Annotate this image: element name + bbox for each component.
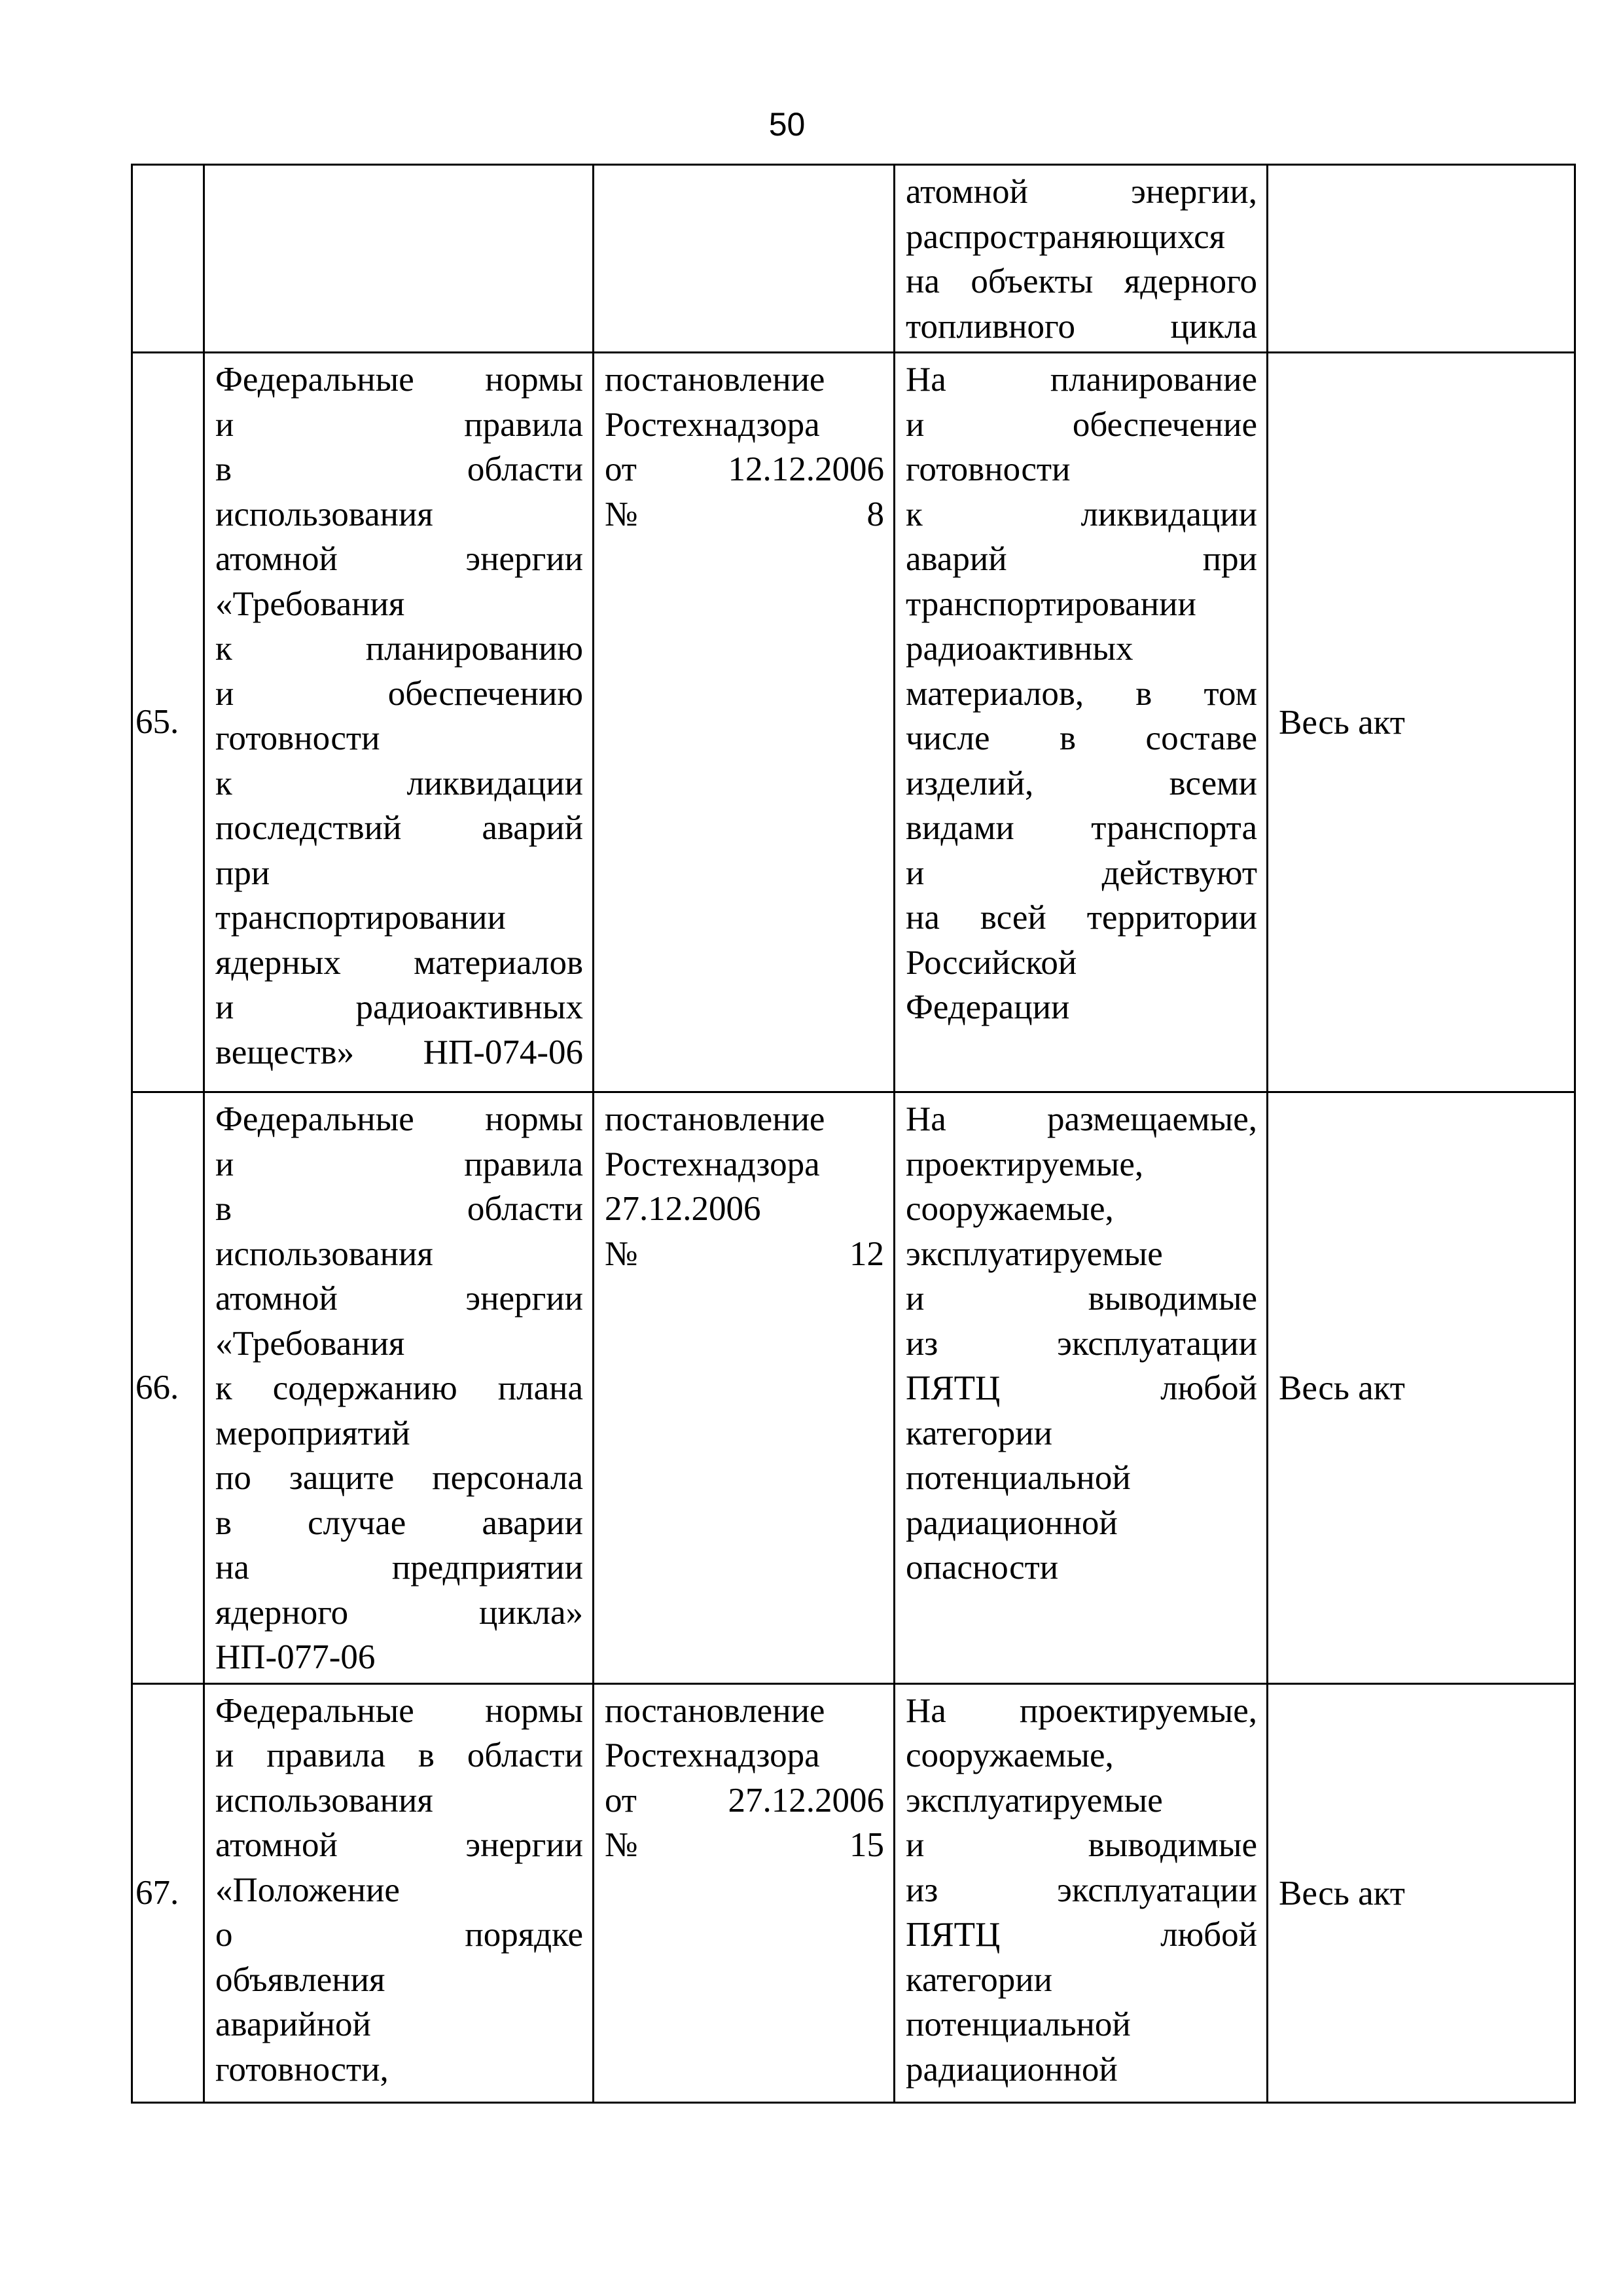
- applicability-line: Федерации: [906, 988, 1070, 1026]
- applicability-line: категории: [906, 1960, 1052, 1999]
- applicability-line: и выводимые: [906, 1280, 1257, 1318]
- title-line: готовности: [215, 719, 380, 757]
- scope-value: Весь акт: [1279, 1369, 1405, 1407]
- applicability-line: потенциальной: [906, 2005, 1131, 2043]
- applicability-line: Российской: [906, 943, 1077, 982]
- title-line: и правила в области: [215, 1736, 583, 1774]
- applicability-cell: [895, 1092, 1268, 1684]
- title-cell: [204, 1092, 594, 1684]
- scope-cell: [1268, 353, 1575, 1092]
- applicability-line: топливного цикла: [906, 307, 1257, 346]
- row-number: 67.: [132, 1683, 204, 2102]
- applicability-line: сооружаемые,: [906, 1736, 1114, 1774]
- row-number: 66.: [132, 1092, 204, 1684]
- act-cell: [594, 165, 895, 353]
- legal-acts-table: [131, 164, 1576, 2104]
- title-line: объявления: [215, 1960, 385, 1999]
- applicability-line: распространяющихся: [906, 217, 1225, 256]
- applicability-line: и выводимые: [906, 1826, 1257, 1864]
- applicability-line: на всей территории: [906, 899, 1257, 937]
- applicability-line: На проектируемые,: [906, 1691, 1257, 1730]
- table-row-65: [132, 353, 1575, 1092]
- act-line: постановление: [605, 1691, 825, 1730]
- title-line: в случае аварии: [215, 1503, 583, 1542]
- title-line: использования: [215, 1234, 433, 1273]
- title-line: аварийной: [215, 2005, 371, 2043]
- applicability-line: и действуют: [906, 853, 1257, 892]
- title-line: атомной энергии: [215, 1280, 583, 1318]
- title-line: «Требования: [215, 1324, 405, 1363]
- title-line: ядерного цикла»: [215, 1593, 583, 1632]
- scope-value: Весь акт: [1279, 704, 1405, 742]
- title-cell: [204, 1683, 594, 2102]
- act-line: Ростехнадзора: [605, 405, 820, 444]
- applicability-line: из эксплуатации: [906, 1871, 1257, 1909]
- act-line: Ростехнадзора: [605, 1736, 820, 1774]
- title-line: Федеральные нормы: [215, 1691, 583, 1730]
- title-line: на предприятии: [215, 1549, 583, 1587]
- applicability-line: транспортировании: [906, 584, 1196, 623]
- title-line: и обеспечению: [215, 674, 583, 713]
- applicability-cell: [895, 165, 1268, 353]
- title-line: и радиоактивных: [215, 988, 583, 1026]
- applicability-line: радиационной: [906, 2050, 1118, 2089]
- applicability-line: ПЯТЦ любой: [906, 1916, 1257, 1954]
- title-line: транспортировании: [215, 899, 506, 937]
- applicability-line: эксплуатируемые: [906, 1781, 1163, 1820]
- applicability-line: числе в составе: [906, 719, 1257, 757]
- title-line: «Положение: [215, 1871, 400, 1909]
- applicability-line: потенциальной: [906, 1459, 1131, 1497]
- applicability-line: готовности: [906, 450, 1071, 488]
- title-line: при: [215, 853, 270, 892]
- title-line: веществ» НП-074-06: [215, 1033, 583, 1071]
- title-line: по защите персонала: [215, 1459, 583, 1497]
- title-line: использования: [215, 495, 433, 533]
- table-row-67: [132, 1683, 1575, 2102]
- table-row-66: [132, 1092, 1575, 1684]
- title-line: к ликвидации: [215, 764, 583, 802]
- applicability-line: сооружаемые,: [906, 1190, 1114, 1228]
- title-line: Федеральные нормы: [215, 1100, 583, 1138]
- scope-cell: [1268, 1092, 1575, 1684]
- applicability-line: изделий, всеми: [906, 764, 1257, 802]
- title-line: к планированию: [215, 630, 583, 668]
- title-line: последствий аварий: [215, 809, 583, 847]
- applicability-line: На планирование: [906, 361, 1257, 399]
- applicability-line: на объекты ядерного: [906, 262, 1257, 300]
- applicability-line: опасности: [906, 1549, 1059, 1587]
- title-line: «Требования: [215, 584, 405, 623]
- title-line: мероприятий: [215, 1414, 410, 1452]
- title-line: ядерных материалов: [215, 943, 583, 982]
- title-line: в области: [215, 450, 583, 488]
- act-line: № 12: [605, 1234, 884, 1273]
- page-number: 50: [768, 106, 806, 143]
- applicability-line: радиационной: [906, 1503, 1118, 1542]
- act-line: № 15: [605, 1826, 884, 1864]
- applicability-line: материалов, в том: [906, 674, 1257, 713]
- title-line: атомной энергии: [215, 1826, 583, 1864]
- applicability-line: эксплуатируемые: [906, 1234, 1163, 1273]
- title-line: НП-077-06: [215, 1638, 376, 1676]
- applicability-line: атомной энергии,: [906, 173, 1257, 211]
- row-number-cell: [132, 165, 204, 353]
- act-cell: [594, 353, 895, 1092]
- act-line: Ростехнадзора: [605, 1145, 820, 1183]
- applicability-line: из эксплуатации: [906, 1324, 1257, 1363]
- applicability-line: ПЯТЦ любой: [906, 1369, 1257, 1407]
- applicability-cell: [895, 1683, 1268, 2102]
- title-cell: [204, 165, 594, 353]
- row-number: 65.: [132, 353, 204, 1092]
- scope-value: Весь акт: [1279, 1874, 1405, 1912]
- act-line: от 27.12.2006: [605, 1781, 884, 1820]
- title-line: в области: [215, 1190, 583, 1228]
- title-cell: [204, 353, 594, 1092]
- act-line: постановление: [605, 361, 825, 399]
- applicability-line: радиоактивных: [906, 630, 1133, 668]
- applicability-line: к ликвидации: [906, 495, 1257, 533]
- act-line: от 12.12.2006: [605, 450, 884, 488]
- act-line: № 8: [605, 495, 884, 533]
- applicability-line: проектируемые,: [906, 1145, 1144, 1183]
- scope-cell: [1268, 1683, 1575, 2102]
- applicability-line: На размещаемые,: [906, 1100, 1257, 1138]
- applicability-cell: [895, 353, 1268, 1092]
- title-line: готовности,: [215, 2050, 389, 2089]
- title-line: о порядке: [215, 1916, 583, 1954]
- applicability-line: категории: [906, 1414, 1052, 1452]
- title-line: к содержанию плана: [215, 1369, 583, 1407]
- applicability-line: видами транспорта: [906, 809, 1257, 847]
- title-line: атомной энергии: [215, 540, 583, 578]
- act-cell: [594, 1683, 895, 2102]
- act-cell: [594, 1092, 895, 1684]
- table-row-continuation: [132, 165, 1575, 353]
- title-line: использования: [215, 1781, 433, 1820]
- title-line: и правила: [215, 1145, 583, 1183]
- scope-cell: [1268, 165, 1575, 353]
- applicability-line: аварий при: [906, 540, 1257, 578]
- title-line: Федеральные нормы: [215, 361, 583, 399]
- title-line: и правила: [215, 405, 583, 444]
- act-line: 27.12.2006: [605, 1190, 761, 1228]
- act-line: постановление: [605, 1100, 825, 1138]
- applicability-line: и обеспечение: [906, 405, 1257, 444]
